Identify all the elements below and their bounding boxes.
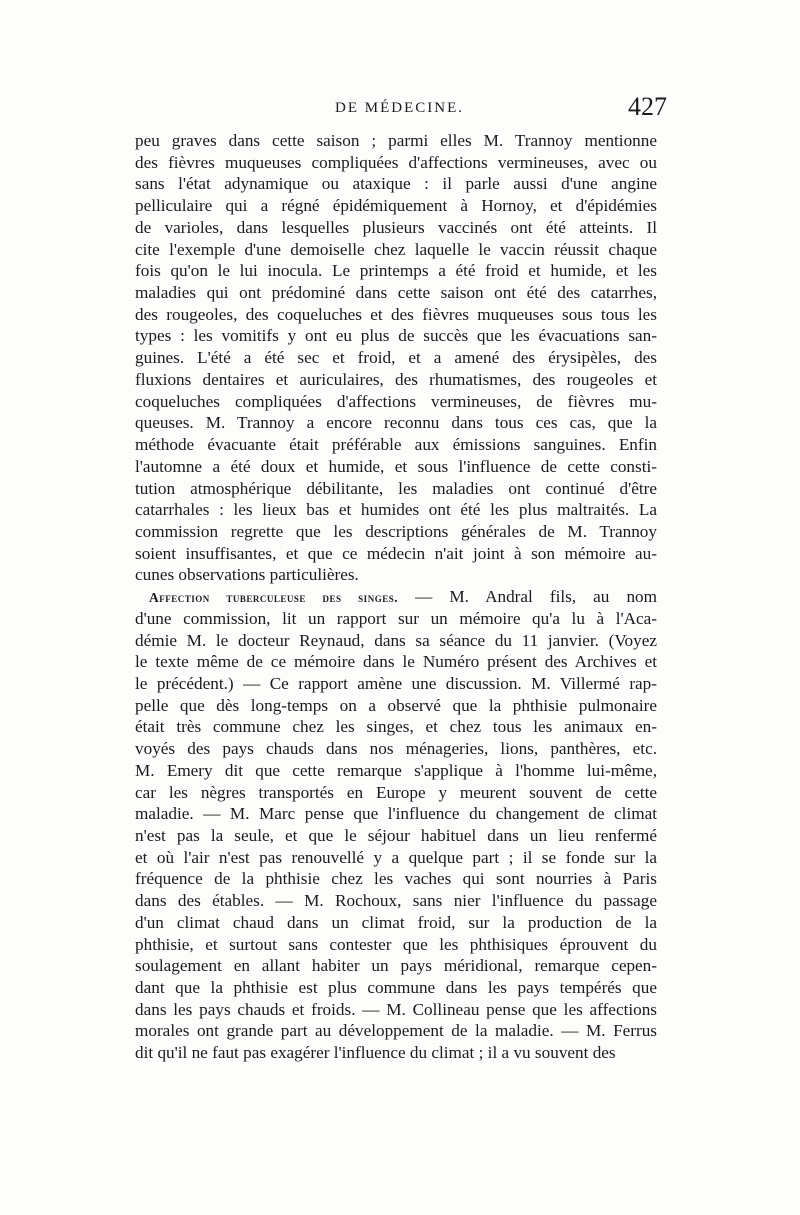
text-line [135,304,657,326]
text-line [135,630,657,652]
text-line [135,369,657,391]
line-text: d'un climat chaud dans un climat froid, sur la production de la [135,912,657,932]
line-text: méthode évacuante était préférable aux émissions sanguines. Enfin [135,435,657,455]
line-text: peu graves dans cette saison ; parmi elles M. Trannoy mentionne [135,131,657,150]
running-head [135,92,667,126]
text-line [135,825,657,847]
line-text: cunes observations particulières. [135,565,359,585]
line-text: catarrhales : les lieux bas et humides ont été les plus maltraités. La [135,500,657,520]
text-line [135,478,657,500]
line-text: était très commune chez les singes, et chez tous les animaux en- [135,717,657,737]
text-line [135,564,657,586]
text-line [135,782,657,804]
text-line [135,868,657,890]
text-line [135,456,657,478]
text-line [135,130,657,152]
text-line [135,1042,657,1064]
line-text: morales ont grande part au développement de la maladie. — M. Ferrus [135,1021,657,1041]
text-line [135,195,657,217]
text-line [135,651,657,673]
text-line [135,586,657,608]
text-line [135,1020,657,1042]
line-text: maladie. — M. Marc pense que l'influence du changement de climat [135,804,657,824]
line-text: tution atmosphérique débilitante, les maladies ont continué d'être [135,478,657,498]
text-line [135,260,657,282]
text-line [135,521,657,543]
text-line [135,543,657,565]
text-line [135,673,657,695]
line-text: coqueluches compliquées d'affections vermineuses, de fièvres mu- [135,391,657,411]
line-text: d'une commission, lit un rapport sur un mémoire qu'a lu à l'Aca- [135,608,657,628]
text-line [135,608,657,630]
line-text: de varioles, dans lesquelles plusieurs vaccinés ont été atteints. Il [135,217,657,237]
line-text: des fièvres muqueuses compliquées d'affections vermineuses, avec ou [135,152,657,172]
text-line [135,282,657,304]
page-number: 427 [628,92,667,121]
line-text: le texte même de ce mémoire dans le Numéro présent des Archives et [135,652,657,672]
text-line [135,803,657,825]
text-line [135,325,657,347]
text-line [135,695,657,717]
line-text: maladies qui ont prédominé dans cette saison ont été des catarrhes, [135,283,657,303]
line-text: soient insuffisantes, et que ce médecin n'ait joint à son mémoire au- [135,543,657,563]
line-text: voyés des pays chauds dans nos ménageries, lions, panthères, etc. [135,739,657,759]
section-heading: Affection tuberculeuse des singes. [149,590,399,606]
line-text: fluxions dentaires et auriculaires, des rhumatismes, des rougeoles et [135,369,657,389]
text-line [135,499,657,521]
line-text: dans des étables. — M. Rochoux, sans nier l'influence du passage [135,891,657,911]
text-line [135,912,657,934]
text-line [135,217,657,239]
line-text: démie M. le docteur Reynaud, dans sa séance du 11 janvier. (Voyez [135,630,657,650]
line-text: sans l'état adynamique ou ataxique : il parle aussi d'une angine [135,174,657,194]
line-text: car les nègres transportés en Europe y meurent souvent de cette [135,782,657,802]
text-line [135,347,657,369]
line-text: queuses. M. Trannoy a encore reconnu dans tous ces cas, que la [135,413,657,433]
line-text: cite l'exemple d'une demoiselle chez laquelle le vaccin réussit chaque [135,239,657,259]
text-line [135,738,657,760]
line-text: phthisie, et surtout sans contester que les phthisiques éprouvent du [135,934,657,954]
text-line [135,847,657,869]
line-text: fois qu'on le lui inocula. Le printemps a été froid et humide, et les [135,261,657,281]
line-text: dit qu'il ne faut pas exagérer l'influence du climat ; il a vu souvent des [135,1043,616,1063]
text-line [135,760,657,782]
text-line [135,173,657,195]
line-text: n'est pas la seule, et que le séjour habituel dans un lieu renfermé [135,826,657,845]
line-text: types : les vomitifs y ont eu plus de succès que les évacuations san- [135,326,657,346]
text-line [135,934,657,956]
text-line [135,434,657,456]
line-text: dant que la phthisie est plus commune dans les pays tempérés que [135,978,657,998]
line-text: pelliculaire qui a régné épidémiquement à Hornoy, et d'épidémies [135,196,657,216]
text-line [135,890,657,912]
line-text: — M. Andral fils, au nom [398,587,657,607]
line-text: commission regrette que les descriptions générales de M. Trannoy [135,521,657,541]
text-line [135,239,657,261]
text-line [135,716,657,738]
text-line [135,412,657,434]
line-text: fréquence de la phthisie chez les vaches qui sont nourries à Paris [135,869,657,889]
text-line [135,999,657,1021]
text-line [135,391,657,413]
line-text: pelle que dès long-temps on a observé que la phthisie pulmonaire [135,695,657,715]
line-text: des rougeoles, des coqueluches et des fièvres muqueuses sous tous les [135,304,657,324]
line-text: le précédent.) — Ce rapport amène une discussion. M. Villermé rap- [135,673,657,693]
line-text: et où l'air n'est pas renouvellé y a quelque part ; il se fonde sur la [135,847,657,867]
line-text: l'automne a été doux et humide, et sous l'influence de cette consti- [135,456,657,476]
text-line [135,977,657,999]
line-text: M. Emery dit que cette remarque s'applique à l'homme lui-même, [135,760,657,780]
text-line [135,955,657,977]
body-text [135,130,657,1064]
line-text: soulagement en allant habiter un pays méridional, remarque cepen- [135,956,657,976]
line-text: dans les pays chauds et froids. — M. Collineau pense que les affections [135,999,657,1019]
line-text: guines. L'été a été sec et froid, et a amené des érysipèles, des [135,348,657,368]
text-line [135,152,657,174]
running-head-title: DE MÉDECINE. [335,100,464,116]
